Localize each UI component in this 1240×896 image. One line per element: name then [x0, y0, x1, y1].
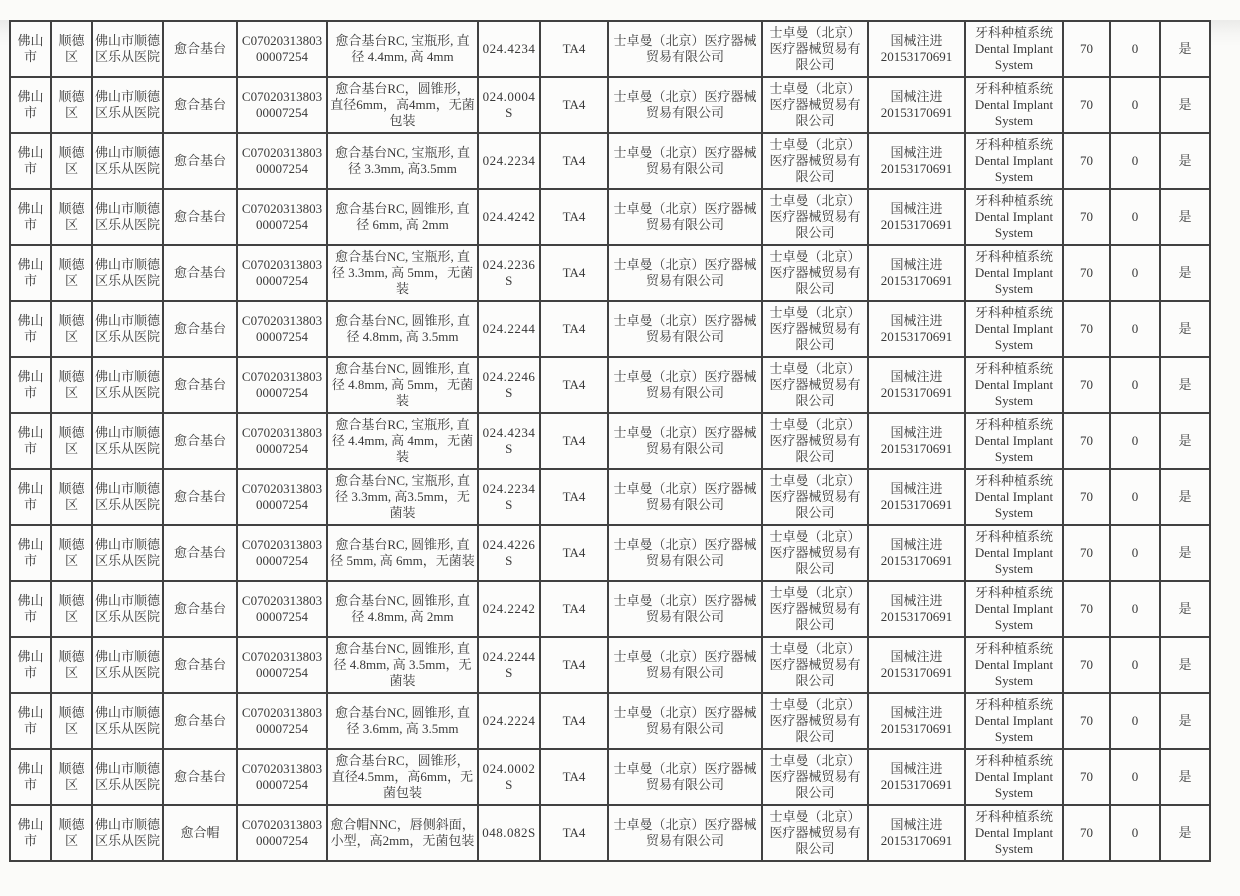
cell-distributor: 士卓曼（北京）医疗器械贸易有限公司: [608, 77, 762, 133]
table-row: [10, 189, 1210, 245]
cell-price: 70: [1063, 77, 1110, 133]
cell-distributor: 士卓曼（北京）医疗器械贸易有限公司: [608, 301, 762, 357]
cell-flag: 是: [1160, 749, 1210, 805]
cell-registrant: 士卓曼（北京）医疗器械贸易有限公司: [762, 525, 868, 581]
cell-district: 顺德区: [51, 749, 92, 805]
cell-city: 佛山市: [10, 693, 51, 749]
cell-flag: 是: [1160, 413, 1210, 469]
cell-model: 024.0004S: [478, 77, 540, 133]
cell-district: 顺德区: [51, 21, 92, 77]
cell-specification: 愈合基台RC, 圆锥形, 直径 6mm, 高 2mm: [327, 189, 478, 245]
cell-registrant: 士卓曼（北京）医疗器械贸易有限公司: [762, 301, 868, 357]
cell-registration-no: 国械注进 20153170691: [868, 805, 965, 861]
cell-unit: TA4: [540, 749, 608, 805]
cell-price: 70: [1063, 357, 1110, 413]
cell-registrant: 士卓曼（北京）医疗器械贸易有限公司: [762, 21, 868, 77]
cell-registrant: 士卓曼（北京）医疗器械贸易有限公司: [762, 749, 868, 805]
cell-specification: 愈合基台NC, 圆锥形, 直径 4.8mm, 高 2mm: [327, 581, 478, 637]
cell-unit: TA4: [540, 413, 608, 469]
cell-registrant: 士卓曼（北京）医疗器械贸易有限公司: [762, 413, 868, 469]
cell-district: 顺德区: [51, 133, 92, 189]
cell-flag: 是: [1160, 637, 1210, 693]
cell-specification: 愈合基台NC, 宝瓶形, 直径 3.3mm, 高3.5mm: [327, 133, 478, 189]
cell-price: 70: [1063, 133, 1110, 189]
cell-flag: 是: [1160, 301, 1210, 357]
cell-quantity: 0: [1110, 805, 1160, 861]
cell-product-code: C0702031380300007254: [237, 301, 327, 357]
cell-product-name: 愈合基台: [163, 189, 237, 245]
cell-specification: 愈合基台RC，圆锥形，直径6mm，高4mm，无菌包装: [327, 77, 478, 133]
cell-registration-no: 国械注进 20153170691: [868, 749, 965, 805]
cell-model: 024.2246S: [478, 357, 540, 413]
cell-quantity: 0: [1110, 21, 1160, 77]
cell-product-name: 愈合基台: [163, 525, 237, 581]
cell-price: 70: [1063, 693, 1110, 749]
cell-city: 佛山市: [10, 77, 51, 133]
table-row: [10, 357, 1210, 413]
cell-city: 佛山市: [10, 469, 51, 525]
cell-hospital: 佛山市顺德区乐从医院: [92, 413, 163, 469]
cell-specification: 愈合基台NC, 圆锥形, 直径 4.8mm, 高 3.5mm: [327, 301, 478, 357]
cell-city: 佛山市: [10, 245, 51, 301]
cell-specification: 愈合基台NC, 宝瓶形, 直径 3.3mm, 高3.5mm，无菌装: [327, 469, 478, 525]
cell-flag: 是: [1160, 77, 1210, 133]
cell-quantity: 0: [1110, 301, 1160, 357]
cell-distributor: 士卓曼（北京）医疗器械贸易有限公司: [608, 245, 762, 301]
cell-registration-no: 国械注进 20153170691: [868, 77, 965, 133]
cell-flag: 是: [1160, 469, 1210, 525]
cell-city: 佛山市: [10, 301, 51, 357]
cell-product-name: 愈合基台: [163, 245, 237, 301]
cell-registrant: 士卓曼（北京）医疗器械贸易有限公司: [762, 805, 868, 861]
cell-registered-name: 牙科种植系统 Dental Implant System: [965, 357, 1063, 413]
cell-district: 顺德区: [51, 693, 92, 749]
cell-registrant: 士卓曼（北京）医疗器械贸易有限公司: [762, 133, 868, 189]
cell-model: 024.2234S: [478, 469, 540, 525]
cell-registration-no: 国械注进 20153170691: [868, 637, 965, 693]
cell-hospital: 佛山市顺德区乐从医院: [92, 301, 163, 357]
cell-specification: 愈合基台NC, 圆锥形, 直径 3.6mm, 高 3.5mm: [327, 693, 478, 749]
cell-unit: TA4: [540, 525, 608, 581]
cell-distributor: 士卓曼（北京）医疗器械贸易有限公司: [608, 413, 762, 469]
cell-quantity: 0: [1110, 637, 1160, 693]
cell-model: 024.0002S: [478, 749, 540, 805]
cell-specification: 愈合基台NC, 宝瓶形, 直径 3.3mm, 高 5mm，无菌装: [327, 245, 478, 301]
cell-hospital: 佛山市顺德区乐从医院: [92, 133, 163, 189]
cell-unit: TA4: [540, 805, 608, 861]
cell-registered-name: 牙科种植系统 Dental Implant System: [965, 581, 1063, 637]
cell-city: 佛山市: [10, 749, 51, 805]
cell-district: 顺德区: [51, 413, 92, 469]
cell-registered-name: 牙科种植系统 Dental Implant System: [965, 245, 1063, 301]
cell-registrant: 士卓曼（北京）医疗器械贸易有限公司: [762, 357, 868, 413]
table-row: [10, 413, 1210, 469]
cell-unit: TA4: [540, 133, 608, 189]
cell-registered-name: 牙科种植系统 Dental Implant System: [965, 133, 1063, 189]
cell-unit: TA4: [540, 77, 608, 133]
cell-district: 顺德区: [51, 357, 92, 413]
cell-city: 佛山市: [10, 189, 51, 245]
cell-product-name: 愈合基台: [163, 749, 237, 805]
cell-unit: TA4: [540, 245, 608, 301]
cell-unit: TA4: [540, 189, 608, 245]
cell-unit: TA4: [540, 693, 608, 749]
cell-price: 70: [1063, 749, 1110, 805]
cell-quantity: 0: [1110, 189, 1160, 245]
cell-product-code: C0702031380300007254: [237, 245, 327, 301]
cell-quantity: 0: [1110, 693, 1160, 749]
cell-registration-no: 国械注进 20153170691: [868, 413, 965, 469]
cell-specification: 愈合基台RC, 圆锥形, 直径 5mm, 高 6mm，无菌装: [327, 525, 478, 581]
cell-hospital: 佛山市顺德区乐从医院: [92, 245, 163, 301]
cell-district: 顺德区: [51, 77, 92, 133]
cell-hospital: 佛山市顺德区乐从医院: [92, 21, 163, 77]
cell-city: 佛山市: [10, 637, 51, 693]
cell-registration-no: 国械注进 20153170691: [868, 525, 965, 581]
cell-district: 顺德区: [51, 637, 92, 693]
cell-model: 024.2236S: [478, 245, 540, 301]
cell-quantity: 0: [1110, 245, 1160, 301]
cell-district: 顺德区: [51, 469, 92, 525]
cell-hospital: 佛山市顺德区乐从医院: [92, 357, 163, 413]
cell-distributor: 士卓曼（北京）医疗器械贸易有限公司: [608, 749, 762, 805]
cell-quantity: 0: [1110, 525, 1160, 581]
cell-distributor: 士卓曼（北京）医疗器械贸易有限公司: [608, 133, 762, 189]
cell-district: 顺德区: [51, 525, 92, 581]
table-row: [10, 637, 1210, 693]
cell-product-code: C0702031380300007254: [237, 693, 327, 749]
cell-model: 024.2224: [478, 693, 540, 749]
cell-product-name: 愈合基台: [163, 581, 237, 637]
table-row: [10, 749, 1210, 805]
cell-registered-name: 牙科种植系统 Dental Implant System: [965, 525, 1063, 581]
cell-model: 024.2244: [478, 301, 540, 357]
cell-product-code: C0702031380300007254: [237, 525, 327, 581]
cell-unit: TA4: [540, 581, 608, 637]
cell-flag: 是: [1160, 525, 1210, 581]
cell-flag: 是: [1160, 21, 1210, 77]
table-row: [10, 245, 1210, 301]
cell-flag: 是: [1160, 245, 1210, 301]
cell-price: 70: [1063, 525, 1110, 581]
cell-model: 024.2244S: [478, 637, 540, 693]
medical-device-table: [9, 20, 1211, 862]
cell-product-name: 愈合基台: [163, 637, 237, 693]
cell-registered-name: 牙科种植系统 Dental Implant System: [965, 805, 1063, 861]
cell-unit: TA4: [540, 301, 608, 357]
cell-quantity: 0: [1110, 749, 1160, 805]
cell-product-name: 愈合基台: [163, 301, 237, 357]
cell-price: 70: [1063, 581, 1110, 637]
cell-city: 佛山市: [10, 525, 51, 581]
table-row: [10, 581, 1210, 637]
cell-city: 佛山市: [10, 133, 51, 189]
cell-product-code: C0702031380300007254: [237, 637, 327, 693]
cell-hospital: 佛山市顺德区乐从医院: [92, 581, 163, 637]
cell-registration-no: 国械注进 20153170691: [868, 21, 965, 77]
table-row: [10, 469, 1210, 525]
cell-quantity: 0: [1110, 133, 1160, 189]
cell-product-code: C0702031380300007254: [237, 77, 327, 133]
cell-unit: TA4: [540, 357, 608, 413]
cell-product-name: 愈合基台: [163, 693, 237, 749]
cell-registered-name: 牙科种植系统 Dental Implant System: [965, 637, 1063, 693]
cell-city: 佛山市: [10, 357, 51, 413]
cell-distributor: 士卓曼（北京）医疗器械贸易有限公司: [608, 525, 762, 581]
scanned-document-page: [0, 20, 1240, 896]
table-body: [10, 21, 1210, 861]
cell-specification: 愈合基台RC，圆锥形，直径4.5mm，高6mm，无菌包装: [327, 749, 478, 805]
cell-price: 70: [1063, 413, 1110, 469]
cell-product-code: C0702031380300007254: [237, 133, 327, 189]
cell-hospital: 佛山市顺德区乐从医院: [92, 469, 163, 525]
cell-district: 顺德区: [51, 189, 92, 245]
cell-registered-name: 牙科种植系统 Dental Implant System: [965, 21, 1063, 77]
cell-product-code: C0702031380300007254: [237, 581, 327, 637]
cell-registered-name: 牙科种植系统 Dental Implant System: [965, 693, 1063, 749]
cell-registered-name: 牙科种植系统 Dental Implant System: [965, 469, 1063, 525]
cell-model: 024.4234S: [478, 413, 540, 469]
table-row: [10, 21, 1210, 77]
cell-hospital: 佛山市顺德区乐从医院: [92, 77, 163, 133]
cell-registrant: 士卓曼（北京）医疗器械贸易有限公司: [762, 693, 868, 749]
cell-flag: 是: [1160, 133, 1210, 189]
cell-flag: 是: [1160, 693, 1210, 749]
cell-product-name: 愈合基台: [163, 357, 237, 413]
cell-model: 024.4242: [478, 189, 540, 245]
cell-registrant: 士卓曼（北京）医疗器械贸易有限公司: [762, 189, 868, 245]
cell-product-name: 愈合基台: [163, 77, 237, 133]
cell-city: 佛山市: [10, 581, 51, 637]
table-row: [10, 693, 1210, 749]
cell-product-name: 愈合基台: [163, 21, 237, 77]
cell-registration-no: 国械注进 20153170691: [868, 133, 965, 189]
cell-distributor: 士卓曼（北京）医疗器械贸易有限公司: [608, 581, 762, 637]
table-row: [10, 301, 1210, 357]
cell-product-code: C0702031380300007254: [237, 357, 327, 413]
cell-product-name: 愈合帽: [163, 805, 237, 861]
cell-district: 顺德区: [51, 245, 92, 301]
cell-price: 70: [1063, 805, 1110, 861]
cell-hospital: 佛山市顺德区乐从医院: [92, 189, 163, 245]
cell-registered-name: 牙科种植系统 Dental Implant System: [965, 189, 1063, 245]
table-row: [10, 525, 1210, 581]
cell-distributor: 士卓曼（北京）医疗器械贸易有限公司: [608, 637, 762, 693]
cell-hospital: 佛山市顺德区乐从医院: [92, 525, 163, 581]
cell-registration-no: 国械注进 20153170691: [868, 301, 965, 357]
cell-specification: 愈合基台NC, 圆锥形, 直径 4.8mm, 高 5mm，无菌装: [327, 357, 478, 413]
cell-product-code: C0702031380300007254: [237, 413, 327, 469]
cell-registered-name: 牙科种植系统 Dental Implant System: [965, 413, 1063, 469]
cell-product-code: C0702031380300007254: [237, 21, 327, 77]
cell-unit: TA4: [540, 469, 608, 525]
cell-quantity: 0: [1110, 357, 1160, 413]
cell-district: 顺德区: [51, 805, 92, 861]
cell-registration-no: 国械注进 20153170691: [868, 245, 965, 301]
cell-product-name: 愈合基台: [163, 133, 237, 189]
cell-quantity: 0: [1110, 413, 1160, 469]
cell-unit: TA4: [540, 637, 608, 693]
cell-model: 048.082S: [478, 805, 540, 861]
cell-quantity: 0: [1110, 469, 1160, 525]
cell-flag: 是: [1160, 189, 1210, 245]
table-row: [10, 133, 1210, 189]
cell-registered-name: 牙科种植系统 Dental Implant System: [965, 301, 1063, 357]
cell-distributor: 士卓曼（北京）医疗器械贸易有限公司: [608, 469, 762, 525]
cell-unit: TA4: [540, 21, 608, 77]
cell-city: 佛山市: [10, 805, 51, 861]
cell-model: 024.2242: [478, 581, 540, 637]
cell-distributor: 士卓曼（北京）医疗器械贸易有限公司: [608, 357, 762, 413]
cell-registration-no: 国械注进 20153170691: [868, 189, 965, 245]
cell-model: 024.4226S: [478, 525, 540, 581]
cell-hospital: 佛山市顺德区乐从医院: [92, 749, 163, 805]
cell-flag: 是: [1160, 357, 1210, 413]
table-row: [10, 77, 1210, 133]
cell-specification: 愈合帽NNC，唇侧斜面，小型，高2mm，无菌包装: [327, 805, 478, 861]
cell-registrant: 士卓曼（北京）医疗器械贸易有限公司: [762, 637, 868, 693]
cell-price: 70: [1063, 469, 1110, 525]
cell-product-code: C0702031380300007254: [237, 749, 327, 805]
cell-hospital: 佛山市顺德区乐从医院: [92, 637, 163, 693]
cell-hospital: 佛山市顺德区乐从医院: [92, 693, 163, 749]
cell-distributor: 士卓曼（北京）医疗器械贸易有限公司: [608, 693, 762, 749]
cell-registrant: 士卓曼（北京）医疗器械贸易有限公司: [762, 245, 868, 301]
cell-registration-no: 国械注进 20153170691: [868, 469, 965, 525]
cell-specification: 愈合基台RC, 宝瓶形, 直径 4.4mm, 高 4mm: [327, 21, 478, 77]
cell-registrant: 士卓曼（北京）医疗器械贸易有限公司: [762, 469, 868, 525]
cell-quantity: 0: [1110, 581, 1160, 637]
cell-hospital: 佛山市顺德区乐从医院: [92, 805, 163, 861]
cell-model: 024.2234: [478, 133, 540, 189]
cell-product-name: 愈合基台: [163, 469, 237, 525]
cell-price: 70: [1063, 637, 1110, 693]
cell-price: 70: [1063, 301, 1110, 357]
cell-city: 佛山市: [10, 413, 51, 469]
cell-model: 024.4234: [478, 21, 540, 77]
cell-product-code: C0702031380300007254: [237, 469, 327, 525]
cell-specification: 愈合基台NC, 圆锥形, 直径 4.8mm, 高 3.5mm，无菌装: [327, 637, 478, 693]
cell-district: 顺德区: [51, 301, 92, 357]
cell-registration-no: 国械注进 20153170691: [868, 693, 965, 749]
cell-product-code: C0702031380300007254: [237, 805, 327, 861]
cell-registration-no: 国械注进 20153170691: [868, 357, 965, 413]
cell-product-name: 愈合基台: [163, 413, 237, 469]
cell-specification: 愈合基台RC, 宝瓶形, 直径 4.4mm, 高 4mm，无菌装: [327, 413, 478, 469]
cell-price: 70: [1063, 245, 1110, 301]
cell-registration-no: 国械注进 20153170691: [868, 581, 965, 637]
cell-registrant: 士卓曼（北京）医疗器械贸易有限公司: [762, 77, 868, 133]
cell-price: 70: [1063, 189, 1110, 245]
cell-product-code: C0702031380300007254: [237, 189, 327, 245]
cell-registrant: 士卓曼（北京）医疗器械贸易有限公司: [762, 581, 868, 637]
cell-registered-name: 牙科种植系统 Dental Implant System: [965, 77, 1063, 133]
cell-distributor: 士卓曼（北京）医疗器械贸易有限公司: [608, 21, 762, 77]
cell-flag: 是: [1160, 581, 1210, 637]
cell-distributor: 士卓曼（北京）医疗器械贸易有限公司: [608, 805, 762, 861]
cell-city: 佛山市: [10, 21, 51, 77]
cell-district: 顺德区: [51, 581, 92, 637]
table-row: [10, 805, 1210, 861]
cell-distributor: 士卓曼（北京）医疗器械贸易有限公司: [608, 189, 762, 245]
cell-quantity: 0: [1110, 77, 1160, 133]
cell-registered-name: 牙科种植系统 Dental Implant System: [965, 749, 1063, 805]
cell-flag: 是: [1160, 805, 1210, 861]
cell-price: 70: [1063, 21, 1110, 77]
